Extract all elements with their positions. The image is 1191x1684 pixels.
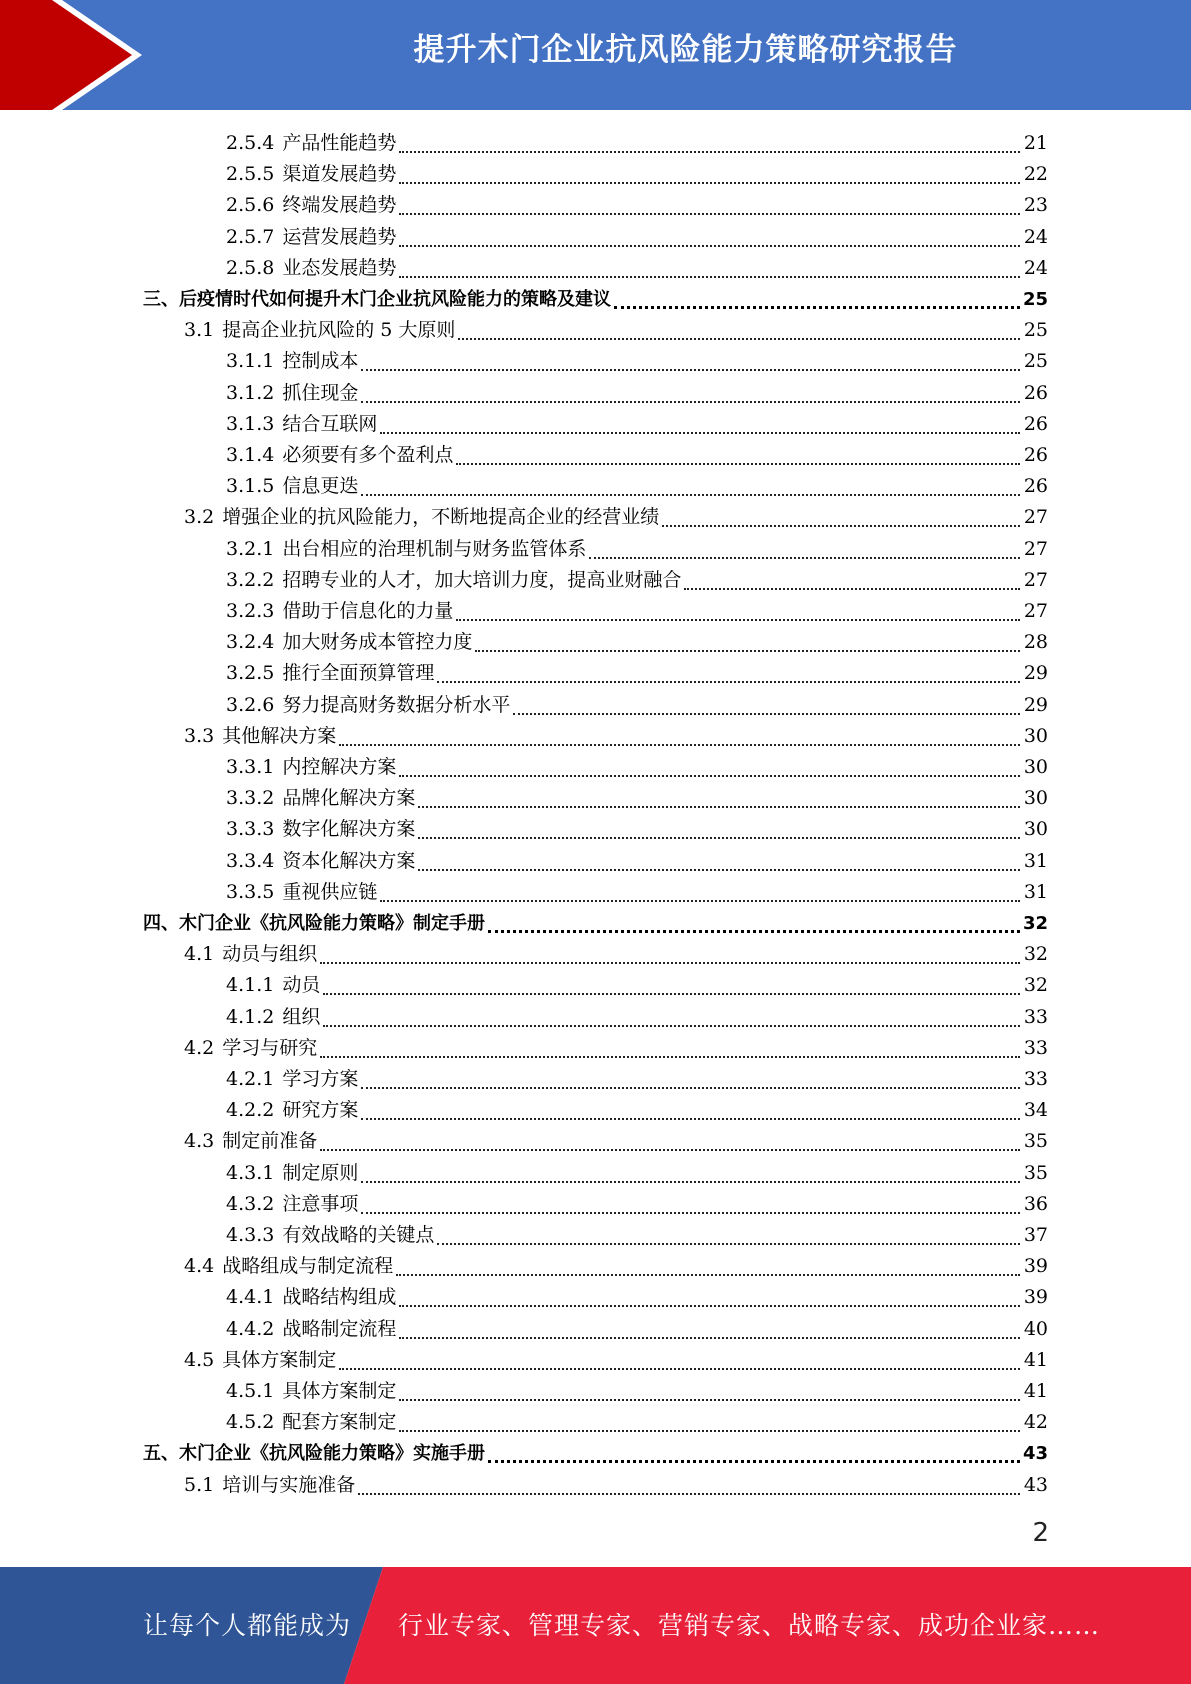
toc-entry[interactable] [0, 128, 1191, 159]
toc-entry-number: 3.3.2 [226, 787, 275, 810]
toc-entry-page: 33 [1023, 1005, 1048, 1028]
toc-entry-page: 31 [1023, 849, 1048, 872]
toc-entry-page: 29 [1023, 693, 1048, 716]
toc-entry-page: 26 [1023, 412, 1048, 435]
toc-entry-label: 组织 [282, 1005, 321, 1028]
toc-entry-label: 具体方案制定 [282, 1380, 397, 1402]
toc-entry-page: 42 [1023, 1411, 1048, 1434]
toc-entry-page: 32 [1023, 974, 1048, 997]
toc-entry-page: 43 [1023, 1443, 1049, 1465]
toc-entry[interactable] [0, 690, 1191, 721]
toc-entry-number: 4.5.2 [226, 1411, 275, 1434]
toc-entry-number: 3.2.4 [226, 631, 275, 654]
toc-entry[interactable] [0, 159, 1191, 190]
toc-dot-leader [323, 1025, 1020, 1027]
toc-entry-page: 24 [1023, 256, 1048, 279]
toc-entry-page: 25 [1023, 289, 1049, 310]
toc-dot-leader [418, 837, 1020, 839]
toc-entry-number: 3.3.3 [226, 818, 275, 841]
toc-entry-number: 3.3.1 [226, 756, 275, 778]
page-footer [0, 1567, 1191, 1684]
toc-dot-leader [358, 1493, 1020, 1495]
toc-dot-leader [339, 1368, 1020, 1370]
toc-entry-label: 战略组成与制定流程 [222, 1255, 394, 1278]
toc-entry-label: 加大财务成本管控力度 [282, 631, 473, 654]
toc-entry-number: 3.2 [184, 506, 215, 529]
toc-entry-page: 25 [1023, 350, 1048, 373]
toc-entry[interactable] [0, 846, 1191, 877]
toc-dot-leader [399, 182, 1020, 184]
toc-entry-number: 4.3.2 [226, 1192, 275, 1215]
toc-entry-label: 战略制定流程 [282, 1317, 397, 1340]
toc-entry-label: 其他解决方案 [222, 724, 337, 747]
toc-entry-page: 30 [1023, 756, 1048, 778]
toc-entry-label: 借助于信息化的力量 [282, 600, 454, 622]
toc-entry-number: 4.2.1 [226, 1068, 275, 1090]
toc-entry[interactable] [0, 1314, 1191, 1345]
toc-entry-number: 4.4.2 [226, 1317, 275, 1340]
toc-dot-leader [437, 1243, 1020, 1245]
toc-entry[interactable] [0, 939, 1191, 970]
toc-dot-leader [399, 1430, 1020, 1432]
toc-entry-number: 2.5.8 [226, 256, 275, 279]
toc-entry-number: 3.1.4 [226, 444, 275, 466]
report-title: 提升木门企业抗风险能力策略研究报告 [413, 32, 958, 68]
toc-dot-leader [399, 276, 1020, 278]
toc-entry-page: 39 [1023, 1255, 1048, 1278]
toc-dot-leader [399, 245, 1020, 247]
toc-dot-leader [614, 306, 1020, 309]
footer-slogan-left: 让每个人都能成为 [143, 1611, 352, 1640]
footer-slogan-right: 行业专家、管理专家、营销专家、战略专家、成功企业家…… [398, 1611, 1101, 1640]
toc-entry-page: 26 [1023, 444, 1048, 466]
toc-entry[interactable] [0, 440, 1191, 471]
toc-entry[interactable] [0, 1189, 1191, 1220]
toc-entry-page: 40 [1023, 1317, 1048, 1340]
toc-entry-number: 4.1.2 [226, 1005, 275, 1028]
page-header [0, 0, 1191, 110]
toc-entry-label: 内控解决方案 [282, 756, 397, 778]
toc-entry-page: 27 [1023, 568, 1048, 591]
toc-dot-leader [437, 681, 1020, 683]
toc-entry[interactable] [0, 1251, 1191, 1282]
toc-entry[interactable] [0, 409, 1191, 440]
toc-entry[interactable] [0, 1282, 1191, 1313]
toc-entry-number: 4.2 [184, 1036, 215, 1059]
toc-entry-number: 4.4 [184, 1255, 215, 1278]
toc-entry-label: 信息更迭 [282, 475, 359, 498]
toc-entry-number: 2.5.4 [226, 132, 275, 154]
toc-entry-label: 学习与研究 [222, 1036, 318, 1059]
toc-entry[interactable] [0, 596, 1191, 627]
toc-entry[interactable] [0, 253, 1191, 284]
toc-entry-number: 3.1 [184, 319, 215, 342]
toc-entry-number: 3.2.6 [226, 693, 275, 716]
toc-entry[interactable] [0, 1095, 1191, 1126]
toc-entry-number: 3.3.4 [226, 849, 275, 872]
toc-entry-label: 产品性能趋势 [282, 132, 397, 154]
toc-entry-number: 5.1 [184, 1473, 215, 1496]
toc-entry-label: 运营发展趋势 [282, 225, 397, 248]
toc-entry-page: 23 [1023, 194, 1048, 217]
toc-entry-number: 4.1.1 [226, 974, 275, 997]
toc-entry-number: 4.3 [184, 1130, 215, 1153]
toc-entry[interactable] [0, 502, 1191, 533]
header-arrow-decoration [0, 0, 150, 110]
toc-entry[interactable] [0, 877, 1191, 908]
toc-entry-number: 3.2.3 [226, 600, 275, 622]
toc-entry-page: 24 [1023, 225, 1048, 248]
toc-entry-page: 36 [1023, 1192, 1048, 1215]
toc-entry-label: 品牌化解决方案 [282, 787, 416, 810]
toc-entry-label: 努力提高财务数据分析水平 [282, 693, 511, 716]
toc-entry[interactable] [0, 908, 1191, 939]
toc-entry-label: 数字化解决方案 [282, 818, 416, 841]
toc-entry-label: 资本化解决方案 [282, 849, 416, 872]
toc-entry-page: 30 [1023, 787, 1048, 810]
toc-entry[interactable] [0, 752, 1191, 783]
toc-entry-label: 重视供应链 [282, 880, 378, 903]
toc-entry-label: 推行全面预算管理 [282, 662, 435, 685]
toc-dot-leader [361, 369, 1020, 371]
toc-entry-number: 3.1.3 [226, 412, 275, 435]
toc-entry-page: 32 [1023, 943, 1048, 966]
toc-entry-label: 后疫情时代如何提升木门企业抗风险能力的策略及建议 [179, 289, 611, 310]
toc-entry-page: 29 [1023, 662, 1048, 685]
toc-entry-page: 30 [1023, 818, 1048, 841]
toc-entry-label: 木门企业《抗风险能力策略》制定手册 [179, 913, 485, 934]
toc-entry[interactable] [0, 970, 1191, 1001]
toc-entry-page: 41 [1023, 1380, 1048, 1402]
toc-dot-leader [458, 338, 1020, 340]
toc-dot-leader [399, 1305, 1020, 1307]
toc-entry-page: 31 [1023, 880, 1048, 903]
toc-entry-number: 3.1.5 [226, 475, 275, 498]
toc-entry[interactable] [0, 315, 1191, 346]
toc-entry-page: 26 [1023, 475, 1048, 498]
toc-entry-label: 具体方案制定 [222, 1348, 337, 1371]
toc-entry[interactable] [0, 1438, 1191, 1469]
toc-entry-label: 注意事项 [282, 1192, 359, 1215]
toc-entry-number: 3.1.2 [226, 381, 275, 404]
toc-entry-label: 提高企业抗风险的 5 大原则 [222, 319, 456, 342]
toc-dot-leader [320, 1149, 1020, 1151]
toc-entry[interactable] [0, 1220, 1191, 1251]
toc-entry-page: 21 [1023, 132, 1048, 154]
toc-dot-leader [380, 432, 1020, 434]
toc-dot-leader [662, 525, 1020, 527]
toc-entry[interactable] [0, 190, 1191, 221]
toc-entry-page: 32 [1023, 913, 1049, 934]
toc-entry-label: 动员与组织 [222, 943, 318, 966]
toc-entry[interactable] [0, 1064, 1191, 1095]
toc-entry-label: 业态发展趋势 [282, 256, 397, 279]
toc-entry-label: 抓住现金 [282, 381, 359, 404]
toc-entry-number: 4.4.1 [226, 1286, 275, 1309]
toc-entry-label: 战略结构组成 [282, 1286, 397, 1309]
toc-entry-number: 五、 [143, 1443, 179, 1465]
toc-entry-number: 3.2.5 [226, 662, 275, 685]
toc-entry-number: 4.2.2 [226, 1099, 275, 1122]
toc-dot-leader [361, 1118, 1020, 1120]
toc-entry[interactable] [0, 721, 1191, 752]
toc-dot-leader [399, 775, 1020, 777]
toc-entry-label: 配套方案制定 [282, 1411, 397, 1434]
toc-entry-number: 4.3.3 [226, 1224, 275, 1246]
toc-entry-label: 增强企业的抗风险能力，不断地提高企业的经营业绩 [222, 506, 660, 529]
toc-entry-label: 学习方案 [282, 1068, 359, 1090]
toc-dot-leader [399, 151, 1020, 153]
toc-entry-label: 结合互联网 [282, 412, 378, 435]
toc-entry[interactable] [0, 284, 1191, 315]
toc-dot-leader [320, 1056, 1020, 1058]
toc-entry[interactable] [0, 346, 1191, 377]
toc-dot-leader [361, 1087, 1020, 1089]
toc-entry-label: 出台相应的治理机制与财务监管体系 [282, 537, 587, 560]
toc-entry-page: 35 [1023, 1161, 1048, 1184]
toc-dot-leader [339, 744, 1020, 746]
toc-entry[interactable] [0, 1002, 1191, 1033]
toc-entry-page: 33 [1023, 1036, 1048, 1059]
toc-entry-label: 制定原则 [282, 1161, 359, 1184]
toc-entry-page: 39 [1023, 1286, 1048, 1309]
toc-dot-leader [361, 401, 1020, 403]
toc-entry-label: 控制成本 [282, 350, 359, 373]
toc-entry-page: 37 [1023, 1224, 1048, 1246]
toc-entry-number: 4.5 [184, 1348, 215, 1371]
toc-entry-page: 33 [1023, 1068, 1048, 1090]
toc-entry-number: 2.5.7 [226, 225, 275, 248]
toc-dot-leader [323, 993, 1020, 995]
toc-entry-label: 终端发展趋势 [282, 194, 397, 217]
toc-dot-leader [513, 713, 1020, 715]
toc-entry-number: 3.3.5 [226, 880, 275, 903]
toc-entry[interactable] [0, 1033, 1191, 1064]
toc-entry-number: 4.3.1 [226, 1161, 275, 1184]
toc-dot-leader [589, 557, 1020, 559]
toc-dot-leader [456, 619, 1020, 621]
toc-entry-label: 有效战略的关键点 [282, 1224, 435, 1246]
toc-entry[interactable] [0, 658, 1191, 689]
toc-dot-leader [396, 1274, 1020, 1276]
toc-entry-page: 27 [1023, 506, 1048, 529]
toc-entry[interactable] [0, 1126, 1191, 1157]
toc-dot-leader [399, 1337, 1020, 1339]
toc-entry-label: 动员 [282, 974, 321, 997]
toc-entry-page: 27 [1023, 537, 1048, 560]
toc-dot-leader [399, 1399, 1020, 1401]
toc-entry-page: 34 [1023, 1099, 1048, 1122]
toc-entry-number: 3.3 [184, 724, 215, 747]
toc-entry-number: 四、 [143, 913, 179, 934]
toc-entry-number: 3.2.2 [226, 568, 275, 591]
toc-entry-number: 3.2.1 [226, 537, 275, 560]
toc-entry-page: 35 [1023, 1130, 1048, 1153]
toc-entry[interactable] [0, 783, 1191, 814]
toc-dot-leader [475, 650, 1020, 652]
toc-entry-page: 30 [1023, 724, 1048, 747]
toc-dot-leader [418, 806, 1020, 808]
toc-entry-label: 必须要有多个盈利点 [282, 444, 454, 466]
toc-entry-page: 22 [1023, 163, 1048, 186]
toc-dot-leader [361, 1181, 1020, 1183]
toc-dot-leader [399, 213, 1020, 215]
toc-dot-leader [320, 962, 1020, 964]
toc-entry[interactable] [0, 1345, 1191, 1376]
toc-entry-number: 三、 [143, 289, 179, 310]
toc-dot-leader [361, 1212, 1020, 1214]
toc-entry-page: 43 [1023, 1473, 1048, 1496]
toc-entry-page: 27 [1023, 600, 1048, 622]
toc-dot-leader [418, 869, 1020, 871]
toc-entry-label: 制定前准备 [222, 1130, 318, 1153]
toc-entry[interactable] [0, 471, 1191, 502]
toc-dot-leader [361, 494, 1020, 496]
toc-entry[interactable] [0, 222, 1191, 253]
page-number: 2 [1032, 1518, 1049, 1548]
toc-entry-label: 培训与实施准备 [222, 1473, 356, 1496]
toc-entry[interactable] [0, 814, 1191, 845]
toc-entry-number: 2.5.6 [226, 194, 275, 217]
toc-dot-leader [488, 1460, 1020, 1463]
toc-entry-label: 木门企业《抗风险能力策略》实施手册 [179, 1443, 485, 1465]
toc-entry[interactable] [0, 1470, 1191, 1501]
toc-entry-page: 25 [1023, 319, 1048, 342]
toc-entry[interactable] [0, 378, 1191, 409]
toc-entry-page: 41 [1023, 1348, 1048, 1371]
toc-entry-label: 渠道发展趋势 [282, 163, 397, 186]
toc-entry-label: 招聘专业的人才，加大培训力度，提高业财融合 [282, 568, 682, 591]
toc-dot-leader [684, 588, 1020, 590]
toc-entry-page: 26 [1023, 381, 1048, 404]
toc-entry[interactable] [0, 534, 1191, 565]
toc-dot-leader [456, 463, 1020, 465]
toc-dot-leader [488, 930, 1020, 933]
toc-entry-number: 2.5.5 [226, 163, 275, 186]
toc-entry-label: 研究方案 [282, 1099, 359, 1122]
toc-entry-number: 4.1 [184, 943, 215, 966]
toc-entry[interactable] [0, 627, 1191, 658]
toc-entry[interactable] [0, 565, 1191, 596]
toc-entry-number: 3.1.1 [226, 350, 275, 373]
toc-entry-page: 28 [1023, 631, 1048, 654]
toc-entry[interactable] [0, 1376, 1191, 1407]
toc-entry-number: 4.5.1 [226, 1380, 275, 1402]
toc-entry[interactable] [0, 1158, 1191, 1189]
toc-entry[interactable] [0, 1407, 1191, 1438]
toc-dot-leader [380, 900, 1020, 902]
